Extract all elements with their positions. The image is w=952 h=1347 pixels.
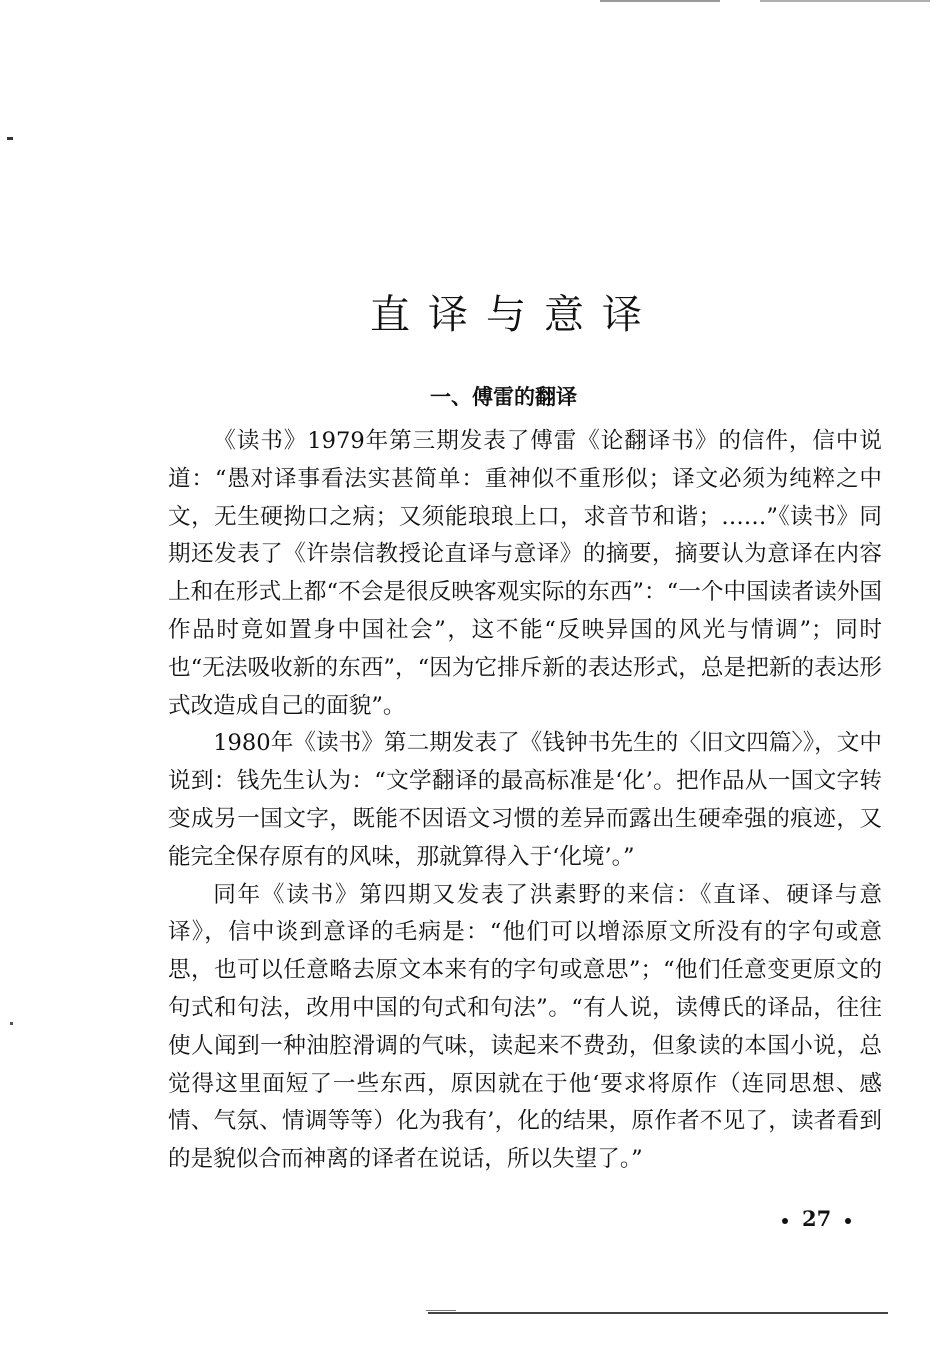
scan-edge-line [760, 0, 930, 2]
scan-edge-line [426, 1310, 456, 1311]
body-text [168, 423, 882, 1179]
scan-mark [10, 1022, 13, 1025]
scan-mark [7, 137, 13, 140]
paragraph: 同年《读书》第四期又发表了洪素野的来信：《直译、硬译与意译》，信中谈到意译的毛病是：“他们可以增添原文所没有的字句或意思，也可以任意略去原文本来有的字句或意思”；“他们任意变更原文的句式和句法，改用中国的句式和句法”。“有人说，读傅氏的译品，往往使人闻到一种油腔滑调的气味，读起来不费劲，但象读的本国小说，总觉得这里面短了一些东西，原因就在于他‘要求将原作（连同思想、感情、气氛、情调等等）化为我有’，化的结果，原作者不见了，读者看到的是貌似合而神离的译者在说话，所以失望了。” [168, 881, 882, 1173]
page-title: 直译与意译 [370, 291, 660, 338]
paragraph: 《读书》1979年第三期发表了傅雷《论翻译书》的信件，信中说道：“愚对译事看法实甚简单：重神似不重形似；译文必须为纯粹之中文，无生硬拗口之病；又须能琅琅上口，求音节和谐；……”《读书》同期还发表了《许崇信教授论直译与意译》的摘要，摘要认为意译在内容上和在形式上都“不会是很反映客观实际的东西”：“一个中国读者读外国作品时竟如置身中国社会”，这不能“反映异国的风光与情调”；同时也“无法吸收新的东西”，“因为它排斥新的表达形式，总是把新的表达形式改造成自己的面貌”。 [168, 428, 882, 719]
page-number [768, 1206, 865, 1231]
scan-edge-line [428, 1312, 888, 1314]
scan-edge-line [600, 0, 720, 2]
bullet-dot [845, 1218, 851, 1224]
bullet-dot [782, 1218, 788, 1224]
page-number-value: 27 [802, 1206, 832, 1231]
paragraph: 1980年《读书》第二期发表了《钱钟书先生的〈旧文四篇〉》，文中说到：钱先生认为：“文学翻译的最高标准是‘化’。把作品从一国文字转变成另一国文字，既能不因语文习惯的差异而露出生硬牵强的痕迹，又能完全保存原有的风味，那就算得入于‘化境’。” [168, 730, 882, 870]
section-heading: 一、傅雷的翻译 [430, 385, 577, 409]
